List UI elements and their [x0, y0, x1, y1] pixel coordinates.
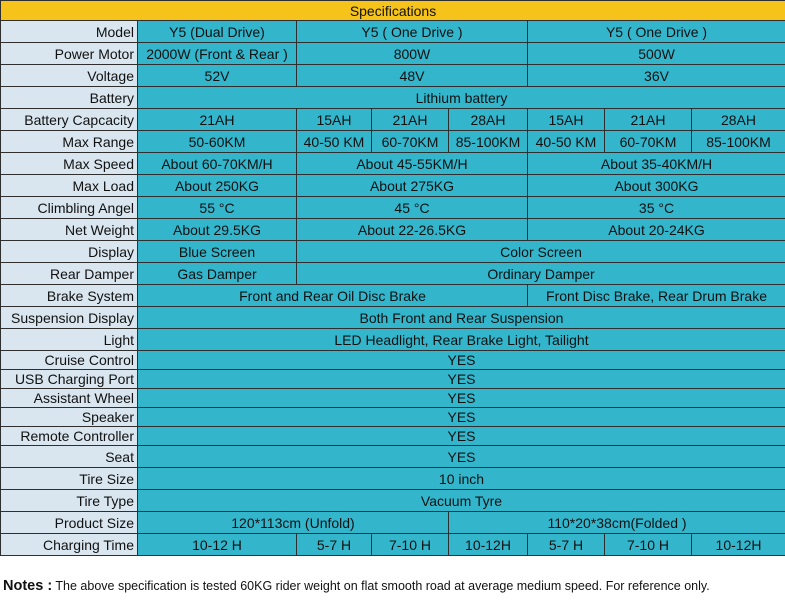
spec-value: 85-100KM	[692, 131, 785, 153]
spec-label: Rear Damper	[1, 263, 138, 285]
spec-value: 48V	[297, 65, 528, 87]
spec-label: Display	[1, 241, 138, 263]
spec-value: Y5 ( One Drive )	[528, 21, 785, 43]
spec-value: 50-60KM	[138, 131, 297, 153]
spec-row	[1, 408, 785, 427]
spec-value: 36V	[528, 65, 785, 87]
spec-row	[1, 197, 785, 219]
spec-value: YES	[138, 351, 785, 370]
spec-label: Suspension Display	[1, 307, 138, 329]
spec-row	[1, 87, 785, 109]
spec-label: Model	[1, 21, 138, 43]
spec-label: Battery	[1, 87, 138, 109]
notes-text: The above specification is tested 60KG rider weight on flat smooth road at average medium speed. For reference only.	[52, 579, 710, 593]
spec-label: Max Range	[1, 131, 138, 153]
spec-value: Lithium battery	[138, 87, 785, 109]
spec-value: 800W	[297, 43, 528, 65]
spec-value: YES	[138, 389, 785, 408]
spec-value: About 35-40KM/H	[528, 153, 785, 175]
spec-label: Max Load	[1, 175, 138, 197]
spec-value: About 300KG	[528, 175, 785, 197]
spec-row	[1, 307, 785, 329]
spec-value: 15AH	[528, 109, 605, 131]
spec-label: Assistant Wheel	[1, 389, 138, 408]
spec-value: 45 °C	[297, 197, 528, 219]
spec-label: Brake System	[1, 285, 138, 307]
specifications-body	[1, 1, 785, 556]
spec-value: 120*113cm (Unfold)	[138, 512, 449, 534]
spec-row	[1, 263, 785, 285]
spec-row	[1, 389, 785, 408]
spec-value: About 275KG	[297, 175, 528, 197]
spec-value: 21AH	[138, 109, 297, 131]
spec-row	[1, 131, 785, 153]
spec-value: Front and Rear Oil Disc Brake	[138, 285, 528, 307]
spec-value: 85-100KM	[449, 131, 528, 153]
spec-label: Speaker	[1, 408, 138, 427]
notes-label: Notes :	[3, 578, 53, 594]
spec-value: About 29.5KG	[138, 219, 297, 241]
spec-value: Ordinary Damper	[297, 263, 785, 285]
spec-row	[1, 109, 785, 131]
spec-value: YES	[138, 370, 785, 389]
spec-row	[1, 285, 785, 307]
spec-row	[1, 65, 785, 87]
spec-label: Power Motor	[1, 43, 138, 65]
spec-row	[1, 512, 785, 534]
spec-value: About 20-24KG	[528, 219, 785, 241]
spec-value: About 22-26.5KG	[297, 219, 528, 241]
spec-row	[1, 175, 785, 197]
spec-value: 110*20*38cm(Folded )	[449, 512, 785, 534]
spec-row	[1, 370, 785, 389]
spec-value: Blue Screen	[138, 241, 297, 263]
spec-value: 60-70KM	[372, 131, 449, 153]
spec-label: Tire Type	[1, 490, 138, 512]
spec-value: 7-10 H	[605, 534, 692, 556]
spec-value: 5-7 H	[528, 534, 605, 556]
spec-value: YES	[138, 408, 785, 427]
spec-label: Remote Controller	[1, 427, 138, 446]
spec-value: Gas Damper	[138, 263, 297, 285]
spec-value: Y5 ( One Drive )	[297, 21, 528, 43]
spec-value: Front Disc Brake, Rear Drum Brake	[528, 285, 785, 307]
spec-row	[1, 427, 785, 446]
spec-label: Light	[1, 329, 138, 351]
spec-value: Vacuum Tyre	[138, 490, 785, 512]
spec-row	[1, 329, 785, 351]
spec-value: 35 °C	[528, 197, 785, 219]
spec-value: Y5 (Dual Drive)	[138, 21, 297, 43]
spec-value: 40-50 KM	[528, 131, 605, 153]
spec-value: 10-12H	[449, 534, 528, 556]
spec-label: Max Speed	[1, 153, 138, 175]
spec-row	[1, 446, 785, 468]
spec-row	[1, 21, 785, 43]
spec-value: Color Screen	[297, 241, 785, 263]
spec-value: YES	[138, 427, 785, 446]
spec-label: Climbling Angel	[1, 197, 138, 219]
spec-value: 52V	[138, 65, 297, 87]
spec-value: 28AH	[692, 109, 785, 131]
spec-value: 10-12 H	[138, 534, 297, 556]
spec-value: 2000W (Front & Rear )	[138, 43, 297, 65]
spec-label: USB Charging Port	[1, 370, 138, 389]
spec-value: About 45-55KM/H	[297, 153, 528, 175]
spec-value: About 250KG	[138, 175, 297, 197]
spec-value: LED Headlight, Rear Brake Light, Tailight	[138, 329, 785, 351]
spec-label: Cruise Control	[1, 351, 138, 370]
spec-label: Charging Time	[1, 534, 138, 556]
spec-value: 10-12H	[692, 534, 785, 556]
notes	[0, 578, 785, 600]
spec-value: 10 inch	[138, 468, 785, 490]
spec-label: Tire Size	[1, 468, 138, 490]
spec-row	[1, 351, 785, 370]
spec-row	[1, 468, 785, 490]
specifications-title: Specifications	[1, 1, 785, 21]
spec-value: 21AH	[605, 109, 692, 131]
spec-value: Both Front and Rear Suspension	[138, 307, 785, 329]
spec-label: Voltage	[1, 65, 138, 87]
spec-row	[1, 219, 785, 241]
spec-label: Net Weight	[1, 219, 138, 241]
spec-row	[1, 241, 785, 263]
spec-value: 500W	[528, 43, 785, 65]
spec-value: 5-7 H	[297, 534, 372, 556]
spec-row	[1, 43, 785, 65]
spec-value: About 60-70KM/H	[138, 153, 297, 175]
spec-value: YES	[138, 446, 785, 468]
spec-row	[1, 534, 785, 556]
spec-label: Product Size	[1, 512, 138, 534]
spec-value: 60-70KM	[605, 131, 692, 153]
spec-row	[1, 153, 785, 175]
spec-row	[1, 490, 785, 512]
spec-value: 40-50 KM	[297, 131, 372, 153]
spec-value: 7-10 H	[372, 534, 449, 556]
spec-value: 55 °C	[138, 197, 297, 219]
spec-value: 28AH	[449, 109, 528, 131]
spec-value: 21AH	[372, 109, 449, 131]
title-row	[1, 1, 785, 21]
spec-label: Seat	[1, 446, 138, 468]
spec-value: 15AH	[297, 109, 372, 131]
spec-label: Battery Capcacity	[1, 109, 138, 131]
